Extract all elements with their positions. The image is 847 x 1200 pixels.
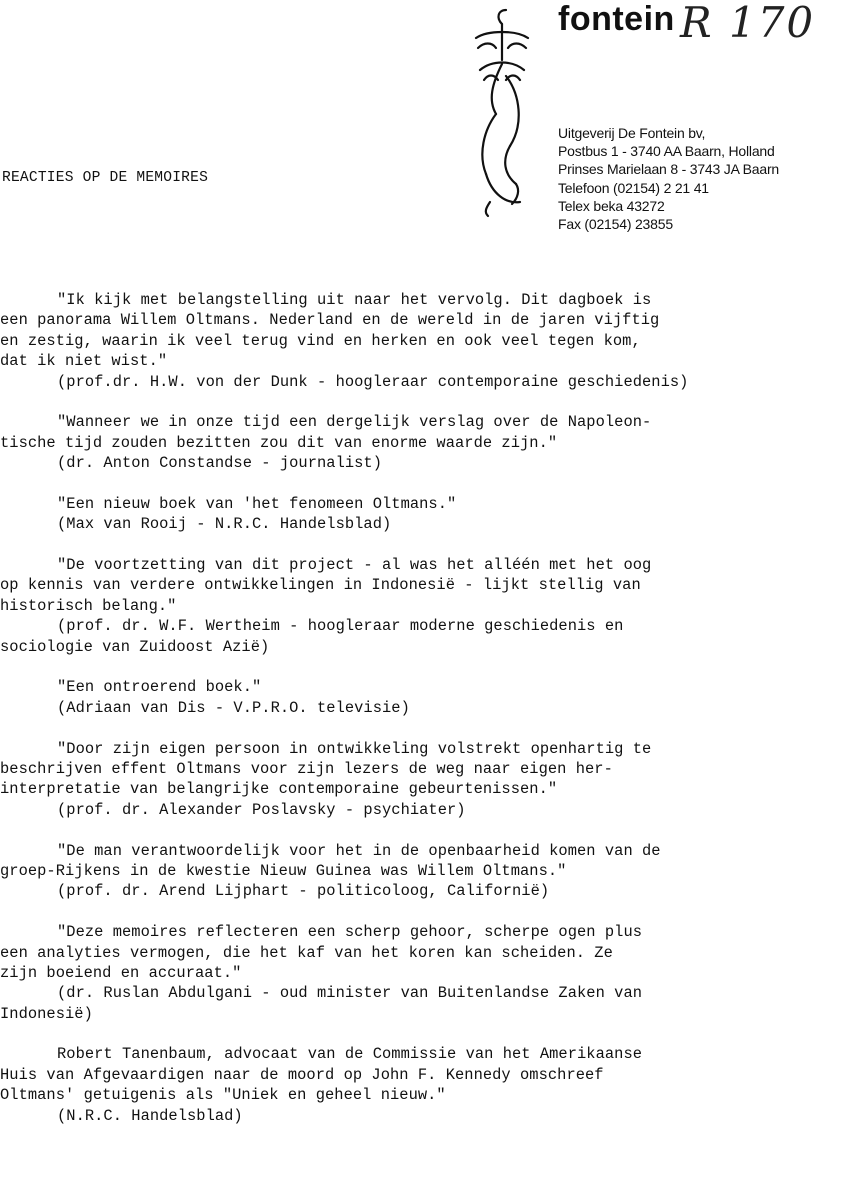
quote-spacer <box>0 535 845 555</box>
quote-text-line: "De voortzetting van dit project - al was het alléén met het oog <box>57 556 652 575</box>
quote-source-line: (prof. dr. Arend Lijphart - politicoloog, Californië) <box>57 882 550 901</box>
quote-source-line: (prof. dr. Alexander Poslavsky - psychiater) <box>57 800 466 819</box>
publisher-address <box>558 124 779 233</box>
quote-spacer <box>0 820 845 840</box>
quote-source-line: (Adriaan van Dis - V.P.R.O. televisie) <box>57 698 410 717</box>
quote-text-line: "Een nieuw boek van 'het fenomeen Oltmans." <box>57 494 457 513</box>
fountain-logo-icon <box>462 4 542 220</box>
quote-spacer <box>0 474 845 494</box>
quote-text-line: Oltmans' getuigenis als "Uniek en geheel nieuw." <box>0 1086 446 1105</box>
address-line: Prinses Marielaan 8 - 3743 JA Baarn <box>558 161 780 178</box>
quote-text-line: "Door zijn eigen persoon in ontwikkeling volstrekt openhartig te <box>57 739 652 758</box>
quote-source-line: sociologie van Zuidoost Azië) <box>0 637 270 656</box>
quote-spacer <box>0 1024 845 1044</box>
address-line: Telex beka 43272 <box>558 197 665 214</box>
quote-block <box>0 412 845 473</box>
quote-text-line: en zestig, waarin ik veel terug vind en herken en ook veel tegen kom, <box>0 331 641 350</box>
publisher-brand: fontein <box>558 0 675 38</box>
quote-block <box>0 922 845 1024</box>
address-line: Uitgeverij De Fontein bv, <box>558 125 706 141</box>
quote-text-line: beschrijven effent Oltmans voor zijn lezers de weg naar eigen her- <box>0 759 613 778</box>
quote-text-line: tische tijd zouden bezitten zou dit van enorme waarde zijn." <box>0 433 558 452</box>
page-title: REACTIES OP DE MEMOIRES <box>2 170 209 186</box>
quote-spacer <box>0 902 845 922</box>
address-line: Telefoon (02154) 2 21 41 <box>558 179 709 196</box>
quote-spacer <box>0 657 845 677</box>
quote-text-line: "Deze memoires reflecteren een scherp gehoor, scherpe ogen plus <box>57 923 643 942</box>
quote-text-line: een panorama Willem Oltmans. Nederland en de wereld in de jaren vijftig <box>0 311 660 330</box>
quote-text-line: groep-Rijkens in de kwestie Nieuw Guinea was Willem Oltmans." <box>0 861 567 880</box>
quote-text-line: "Een ontroerend boek." <box>57 678 262 697</box>
quote-text-line: een analyties vermogen, die het kaf van het koren kan scheiden. Ze <box>0 943 613 962</box>
quotes-list <box>0 290 845 1126</box>
quote-block <box>0 841 845 902</box>
quote-source-line: (N.R.C. Handelsblad) <box>57 1106 243 1125</box>
quote-text-line: interpretatie van belangrijke contemporaine gebeurtenissen." <box>0 780 558 799</box>
quote-block <box>0 677 845 718</box>
quote-block <box>0 1044 845 1126</box>
quote-text-line: "De man verantwoordelijk voor het in de openbaarheid komen van de <box>57 841 661 860</box>
quote-source-line: (dr. Anton Constandse - journalist) <box>57 454 383 473</box>
quote-source-line: Indonesië) <box>0 1004 93 1023</box>
quote-source-line: (Max van Rooij - N.R.C. Handelsblad) <box>57 515 392 534</box>
quote-spacer <box>0 718 845 738</box>
quote-text-line: historisch belang." <box>0 596 177 615</box>
quote-text-line: "Wanneer we in onze tijd een dergelijk verslag over de Napoleon- <box>57 413 652 432</box>
quote-block <box>0 494 845 535</box>
quote-text-line: "Ik kijk met belangstelling uit naar het vervolg. Dit dagboek is <box>57 291 652 309</box>
quote-source-line: (prof. dr. W.F. Wertheim - hoogleraar moderne geschiedenis en <box>57 617 624 636</box>
quote-text-line: dat ik niet wist." <box>0 352 168 371</box>
quote-block <box>0 555 845 657</box>
quote-text-line: Huis van Afgevaardigen naar de moord op John F. Kennedy omschreef <box>0 1065 604 1084</box>
address-line: Postbus 1 - 3740 AA Baarn, Holland <box>558 143 775 160</box>
address-line: Fax (02154) 23855 <box>558 216 673 233</box>
quote-text-line: Robert Tanenbaum, advocaat van de Commissie van het Amerikaanse <box>57 1045 643 1064</box>
quote-spacer <box>0 392 845 412</box>
quote-text-line: zijn boeiend en accuraat." <box>0 963 242 982</box>
quote-source-line: (prof.dr. H.W. von der Dunk - hoogleraar contemporaine geschiedenis) <box>57 372 689 391</box>
quote-block <box>0 739 845 821</box>
quote-block <box>0 290 845 392</box>
quote-text-line: op kennis van verdere ontwikkelingen in Indonesië - lijkt stellig van <box>0 576 641 595</box>
quote-source-line: (dr. Ruslan Abdulgani - oud minister van Buitenlandse Zaken van <box>57 984 643 1003</box>
handwritten-note: R 170 <box>680 0 816 47</box>
